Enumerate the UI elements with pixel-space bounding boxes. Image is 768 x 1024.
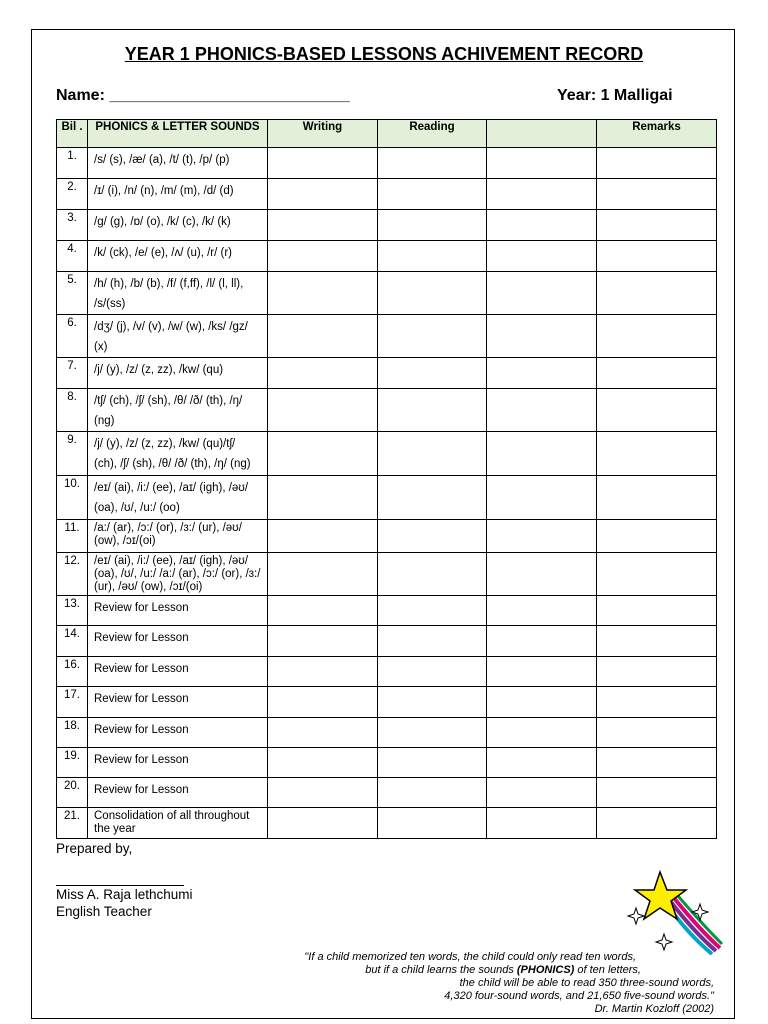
remarks-cell xyxy=(597,748,717,778)
quote-line-2-start: but if a child learns the sounds xyxy=(365,964,517,976)
remarks-cell xyxy=(597,179,717,210)
reading-cell xyxy=(378,718,487,748)
table-row xyxy=(57,272,717,315)
remarks-cell xyxy=(597,432,717,476)
letter-sounds-cell: Review for Lesson xyxy=(88,626,268,657)
achievement-record-table xyxy=(56,119,717,839)
table-row xyxy=(57,315,717,358)
letter-sounds-cell: /dʒ/ (j), /v/ (v), /w/ (w), /ks/ /gz/ (x) xyxy=(88,315,268,358)
blank-cell xyxy=(487,778,597,808)
quote-line-4: 4,320 four-sound words, and 21,650 five-sound words." xyxy=(444,990,714,1002)
reading-cell xyxy=(378,389,487,432)
table-row xyxy=(57,520,717,553)
table-row xyxy=(57,389,717,432)
reading-cell xyxy=(378,808,487,839)
writing-cell xyxy=(268,520,378,553)
table-row xyxy=(57,657,717,687)
table-row xyxy=(57,778,717,808)
remarks-cell xyxy=(597,596,717,626)
reading-cell xyxy=(378,687,487,718)
record-table-wrapper xyxy=(56,119,716,839)
reading-cell xyxy=(378,315,487,358)
reading-cell xyxy=(378,520,487,553)
letter-sounds-cell: /j/ (y), /z/ (z, zz), /kw/ (qu)/tʃ/ (ch), /ʃ/ (sh), /θ/ /ð/ (th), /ŋ/ (ng) xyxy=(88,432,268,476)
row-number: 3. xyxy=(57,210,88,241)
row-number: 1. xyxy=(57,148,88,179)
writing-cell xyxy=(268,596,378,626)
table-row xyxy=(57,718,717,748)
reading-cell xyxy=(378,657,487,687)
remarks-cell xyxy=(597,553,717,596)
table-row xyxy=(57,476,717,520)
letter-sounds-cell: Review for Lesson xyxy=(88,596,268,626)
letter-sounds-cell: Review for Lesson xyxy=(88,687,268,718)
quote-line-3: the child will be able to read 350 three-sound words, xyxy=(459,977,714,989)
row-number: 20. xyxy=(57,778,88,808)
remarks-cell xyxy=(597,358,717,389)
letter-sounds-cell: /g/ (g), /ɒ/ (o), /k/ (c), /k/ (k) xyxy=(88,210,268,241)
header-blank xyxy=(487,120,597,148)
letter-sounds-cell: Consolidation of all throughout the year xyxy=(88,808,268,839)
quote-line-2-end: of ten letters, xyxy=(574,964,641,976)
row-number: 21. xyxy=(57,808,88,839)
writing-cell xyxy=(268,432,378,476)
reading-cell xyxy=(378,358,487,389)
table-row xyxy=(57,687,717,718)
blank-cell xyxy=(487,687,597,718)
remarks-cell xyxy=(597,718,717,748)
year-label: Year: 1 Malligai xyxy=(557,87,673,104)
row-number: 2. xyxy=(57,179,88,210)
row-number: 17. xyxy=(57,687,88,718)
letter-sounds-cell: Review for Lesson xyxy=(88,748,268,778)
reading-cell xyxy=(378,148,487,179)
reading-cell xyxy=(378,748,487,778)
blank-cell xyxy=(487,315,597,358)
reading-cell xyxy=(378,553,487,596)
quote-author: Dr. Martin Kozloff (2002) xyxy=(594,1003,714,1015)
reading-cell xyxy=(378,272,487,315)
writing-cell xyxy=(268,272,378,315)
teacher-name: Miss A. Raja lethchumi xyxy=(56,887,193,902)
reading-cell xyxy=(378,210,487,241)
table-row xyxy=(57,432,717,476)
blank-cell xyxy=(487,657,597,687)
row-number: 6. xyxy=(57,315,88,358)
name-field-label: Name: ___________________________ xyxy=(56,87,350,104)
table-row xyxy=(57,748,717,778)
table-row xyxy=(57,626,717,657)
remarks-cell xyxy=(597,148,717,179)
letter-sounds-cell: /tʃ/ (ch), /ʃ/ (sh), /θ/ /ð/ (th), /ŋ/ (ng) xyxy=(88,389,268,432)
writing-cell xyxy=(268,657,378,687)
blank-cell xyxy=(487,596,597,626)
blank-cell xyxy=(487,748,597,778)
reading-cell xyxy=(378,241,487,272)
row-number: 19. xyxy=(57,748,88,778)
writing-cell xyxy=(268,210,378,241)
blank-cell xyxy=(487,553,597,596)
writing-cell xyxy=(268,687,378,718)
blank-cell xyxy=(487,808,597,839)
teacher-role: English Teacher xyxy=(56,904,152,919)
reading-cell xyxy=(378,179,487,210)
prepared-by-label: Prepared by, xyxy=(56,841,133,856)
blank-cell xyxy=(487,241,597,272)
reading-cell xyxy=(378,596,487,626)
table-row xyxy=(57,148,717,179)
writing-cell xyxy=(268,315,378,358)
remarks-cell xyxy=(597,389,717,432)
reading-cell xyxy=(378,476,487,520)
letter-sounds-cell: /j/ (y), /z/ (z, zz), /kw/ (qu) xyxy=(88,358,268,389)
reading-cell xyxy=(378,626,487,657)
blank-cell xyxy=(487,358,597,389)
remarks-cell xyxy=(597,657,717,687)
blank-cell xyxy=(487,520,597,553)
writing-cell xyxy=(268,148,378,179)
remarks-cell xyxy=(597,808,717,839)
remarks-cell xyxy=(597,626,717,657)
letter-sounds-cell: /k/ (ck), /e/ (e), /ʌ/ (u), /r/ (r) xyxy=(88,241,268,272)
row-number: 11. xyxy=(57,520,88,553)
blank-cell xyxy=(487,626,597,657)
letter-sounds-cell: /s/ (s), /æ/ (a), /t/ (t), /p/ (p) xyxy=(88,148,268,179)
writing-cell xyxy=(268,718,378,748)
remarks-cell xyxy=(597,272,717,315)
blank-cell xyxy=(487,389,597,432)
row-number: 12. xyxy=(57,553,88,596)
row-number: 8. xyxy=(57,389,88,432)
table-row xyxy=(57,179,717,210)
row-number: 13. xyxy=(57,596,88,626)
table-row xyxy=(57,808,717,839)
page-title: YEAR 1 PHONICS-BASED LESSONS ACHIVEMENT RECORD xyxy=(124,44,644,64)
writing-cell xyxy=(268,179,378,210)
letter-sounds-cell: /ɪ/ (i), /n/ (n), /m/ (m), /d/ (d) xyxy=(88,179,268,210)
row-number: 18. xyxy=(57,718,88,748)
writing-cell xyxy=(268,358,378,389)
row-number: 7. xyxy=(57,358,88,389)
letter-sounds-cell: Review for Lesson xyxy=(88,718,268,748)
header-reading: Reading xyxy=(378,120,487,148)
blank-cell xyxy=(487,476,597,520)
remarks-cell xyxy=(597,778,717,808)
table-row xyxy=(57,210,717,241)
blank-cell xyxy=(487,718,597,748)
reading-cell xyxy=(378,432,487,476)
letter-sounds-cell: /eɪ/ (ai), /i:/ (ee), /aɪ/ (igh), /əʊ/ (oa), /ʊ/, /u:/ (oo) xyxy=(88,476,268,520)
writing-cell xyxy=(268,241,378,272)
writing-cell xyxy=(268,808,378,839)
header-writing: Writing xyxy=(268,120,378,148)
blank-cell xyxy=(487,210,597,241)
table-row xyxy=(57,596,717,626)
remarks-cell xyxy=(597,241,717,272)
blank-cell xyxy=(487,179,597,210)
row-number: 10. xyxy=(57,476,88,520)
table-row xyxy=(57,241,717,272)
writing-cell xyxy=(268,389,378,432)
writing-cell xyxy=(268,748,378,778)
table-row xyxy=(57,553,717,596)
header-remarks: Remarks xyxy=(597,120,717,148)
remarks-cell xyxy=(597,315,717,358)
row-number: 5. xyxy=(57,272,88,315)
remarks-cell xyxy=(597,520,717,553)
writing-cell xyxy=(268,626,378,657)
blank-cell xyxy=(487,272,597,315)
blank-cell xyxy=(487,432,597,476)
table-row xyxy=(57,358,717,389)
phonics-quote xyxy=(294,951,714,1016)
header-bil: Bil . xyxy=(57,120,88,148)
letter-sounds-cell: Review for Lesson xyxy=(88,657,268,687)
row-number: 16. xyxy=(57,657,88,687)
blank-cell xyxy=(487,148,597,179)
writing-cell xyxy=(268,553,378,596)
quote-phonics-emphasis: (PHONICS) xyxy=(516,964,575,976)
remarks-cell xyxy=(597,476,717,520)
reading-cell xyxy=(378,778,487,808)
table-header-row xyxy=(57,120,717,148)
header-phonics: PHONICS & LETTER SOUNDS xyxy=(88,120,268,148)
letter-sounds-cell: /h/ (h), /b/ (b), /f/ (f,ff), /l/ (l, ll), /s/(ss) xyxy=(88,272,268,315)
letter-sounds-cell: /a:/ (ar), /ɔ:/ (or), /ɜ:/ (ur), /əʊ/ (ow), /ɔɪ/(oi) xyxy=(88,520,268,553)
shooting-star-icon xyxy=(622,868,726,956)
letter-sounds-cell: Review for Lesson xyxy=(88,778,268,808)
quote-line-2 xyxy=(294,964,641,977)
remarks-cell xyxy=(597,687,717,718)
row-number: 9. xyxy=(57,432,88,476)
signature-line xyxy=(56,885,184,886)
letter-sounds-cell: /eɪ/ (ai), /i:/ (ee), /aɪ/ (igh), /əʊ/ (oa), /ʊ/, /u:/ /a:/ (ar), /ɔ:/ (or), /ɜ:/ (ur), /əʊ/ (ow), /ɔɪ/(oi) xyxy=(88,553,268,596)
writing-cell xyxy=(268,476,378,520)
remarks-cell xyxy=(597,210,717,241)
writing-cell xyxy=(268,778,378,808)
row-number: 4. xyxy=(57,241,88,272)
quote-line-1: "If a child memorized ten words, the child could only read ten words, xyxy=(304,951,636,963)
row-number: 14. xyxy=(57,626,88,657)
